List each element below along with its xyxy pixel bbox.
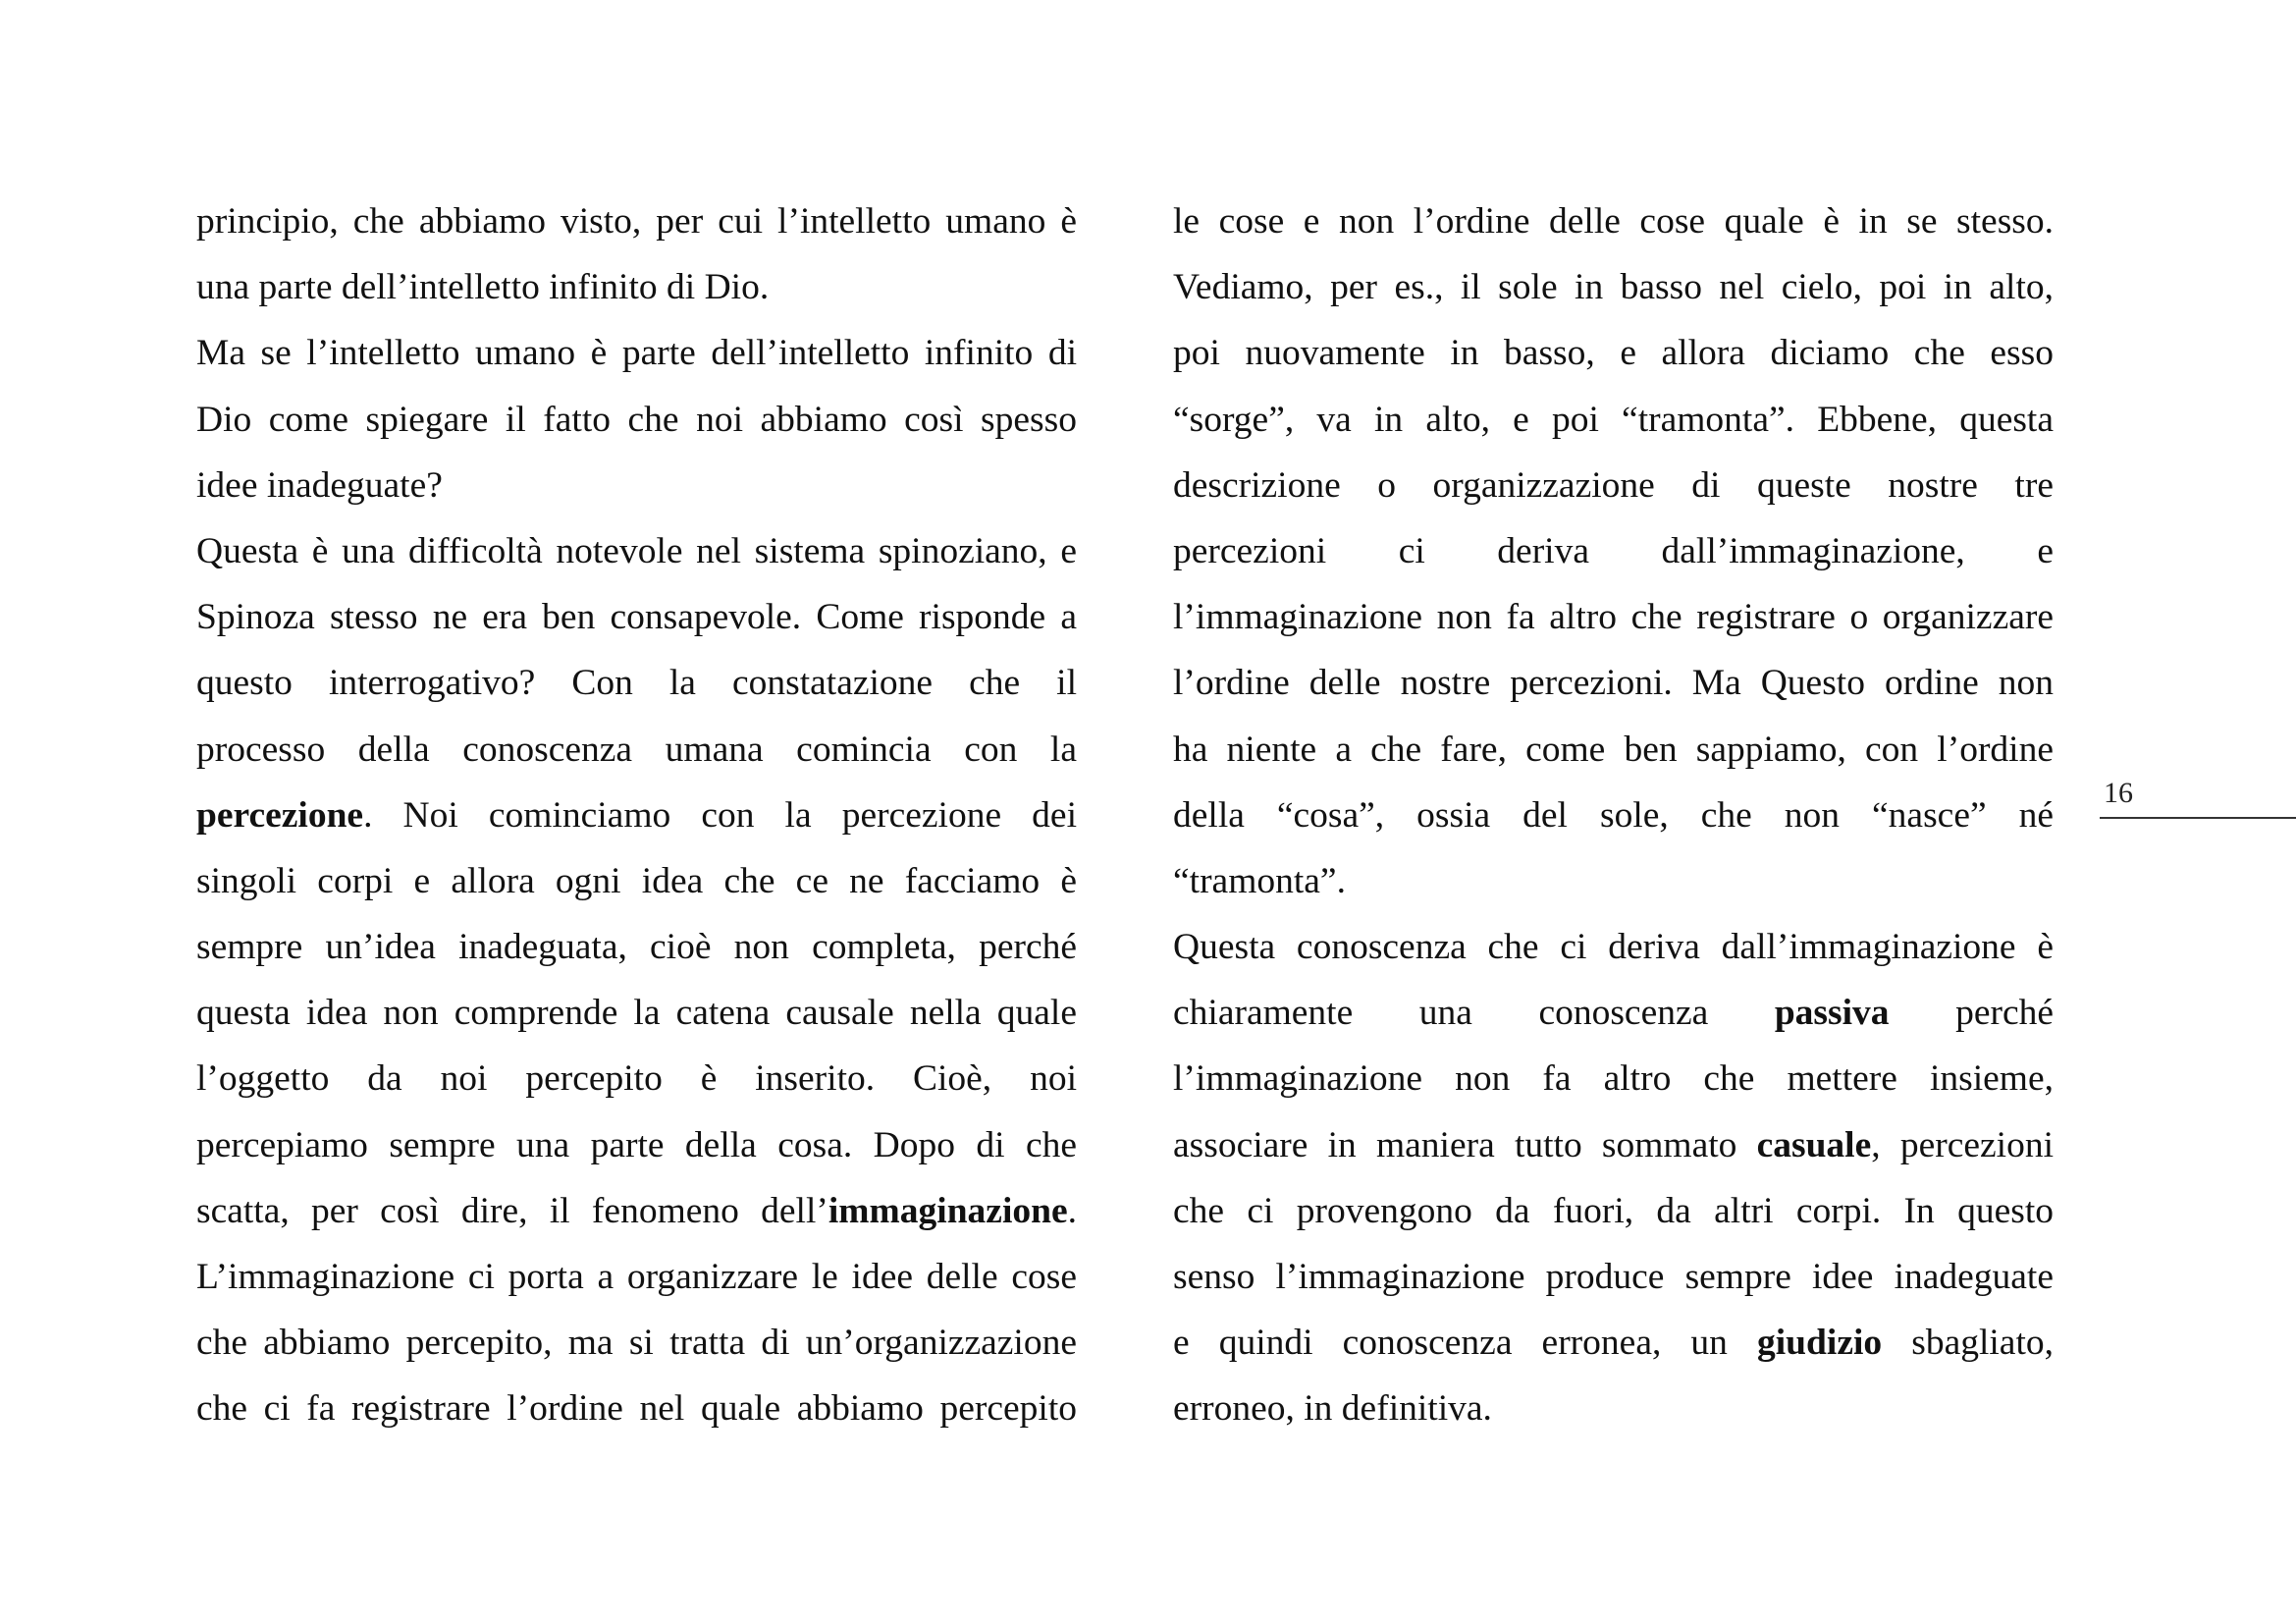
text-segment: una parte dell’intelletto infinito di Dio. [196, 267, 770, 308]
text-segment: descrizione o organizzazione di queste nostre tre [1173, 464, 2054, 506]
text-segment: della “cosa”, ossia del sole, che non “nasce” né [1173, 794, 2054, 836]
bold-term: immaginazione [828, 1190, 1068, 1231]
text-line [196, 1376, 1077, 1441]
text-segment: Dio come spiegare il fatto che noi abbiamo così spesso [196, 399, 1077, 440]
text-segment: ha niente a che fare, come ben sappiamo, con l’ordine [1173, 729, 2054, 770]
text-segment: Vediamo, per es., il sole in basso nel cielo, poi in alto, [1173, 267, 2054, 308]
text-line [196, 1244, 1077, 1310]
text-line [196, 783, 1077, 848]
text-segment: poi nuovamente in basso, e allora diciamo che esso [1173, 333, 2054, 374]
text-line [196, 1112, 1077, 1178]
text-segment: perché [1889, 993, 2054, 1034]
left-text-column [196, 189, 1077, 1442]
text-segment: senso l’immaginazione produce sempre idee inadeguate [1173, 1257, 2054, 1297]
text-segment: , percezioni [1871, 1124, 2054, 1165]
page-number-rule [2100, 817, 2296, 819]
text-line [1173, 320, 2054, 386]
text-line [1173, 1112, 2054, 1178]
text-line [196, 518, 1077, 584]
text-segment: che ci provengono da fuori, da altri corpi. In questo [1173, 1190, 2054, 1231]
text-line [1173, 189, 2054, 254]
text-line [196, 584, 1077, 650]
text-segment: . Noi cominciamo con la percezione dei [363, 794, 1077, 836]
text-line [1173, 584, 2054, 650]
text-line [196, 320, 1077, 386]
bold-term: passiva [1774, 993, 1890, 1034]
text-segment: l’immaginazione non fa altro che mettere insieme, [1173, 1058, 2054, 1100]
text-segment: che abbiamo percepito, ma si tratta di un’organizzazione [196, 1323, 1077, 1364]
text-line [196, 1310, 1077, 1376]
text-line [1173, 914, 2054, 980]
text-line [196, 453, 1077, 518]
text-segment: le cose e non l’ordine delle cose quale è in se stesso. [1173, 201, 2054, 242]
text-line [196, 1178, 1077, 1244]
text-line [1173, 717, 2054, 783]
bold-term: casuale [1756, 1124, 1872, 1165]
text-line [1173, 1046, 2054, 1111]
text-segment: . [1067, 1190, 1077, 1231]
text-segment: “tramonta”. [1173, 860, 1346, 901]
right-text-column [1173, 189, 2054, 1442]
text-line [1173, 254, 2054, 320]
text-line [1173, 1376, 2054, 1441]
text-segment: associare in maniera tutto sommato [1173, 1124, 1757, 1165]
text-line [196, 980, 1077, 1046]
text-segment: questa idea non comprende la catena causale nella quale [196, 993, 1077, 1034]
text-line [1173, 650, 2054, 716]
text-segment: sbagliato, [1882, 1323, 2054, 1364]
text-line [196, 254, 1077, 320]
text-line [1173, 783, 2054, 848]
text-segment: “sorge”, va in alto, e poi “tramonta”. Ebbene, questa [1173, 399, 2054, 440]
text-line [1173, 1244, 2054, 1310]
text-segment: processo della conoscenza umana comincia con la [196, 729, 1077, 770]
text-segment: erroneo, in definitiva. [1173, 1388, 1492, 1430]
text-line [1173, 1310, 2054, 1376]
text-line [196, 387, 1077, 453]
text-line [196, 914, 1077, 980]
text-segment: Ma se l’intelletto umano è parte dell’intelletto infinito di [196, 333, 1077, 374]
text-segment: sempre un’idea inadeguata, cioè non completa, perché [196, 927, 1077, 968]
text-line [1173, 848, 2054, 914]
text-line [1173, 453, 2054, 518]
text-line [196, 189, 1077, 254]
text-segment: principio, che abbiamo visto, per cui l’intelletto umano è [196, 201, 1077, 242]
page-number: 16 [2104, 777, 2133, 809]
bold-term: giudizio [1757, 1323, 1883, 1364]
text-segment: idee inadeguate? [196, 464, 443, 506]
bold-term: percezione [196, 794, 364, 836]
text-segment: scatta, per così dire, il fenomeno dell’ [196, 1190, 828, 1231]
text-segment: singoli corpi e allora ogni idea che ce ne facciamo è [196, 860, 1077, 901]
text-segment: Questa conoscenza che ci deriva dall’immaginazione è [1173, 927, 2054, 968]
text-line [1173, 980, 2054, 1046]
text-segment: chiaramente una conoscenza [1173, 993, 1775, 1034]
text-segment: percepiamo sempre una parte della cosa. Dopo di che [196, 1124, 1077, 1165]
text-line [196, 1046, 1077, 1111]
text-segment: L’immaginazione ci porta a organizzare le idee delle cose [196, 1257, 1077, 1297]
text-line [1173, 518, 2054, 584]
text-line [1173, 1178, 2054, 1244]
text-segment: che ci fa registrare l’ordine nel quale abbiamo percepito [196, 1388, 1077, 1430]
text-segment: Spinoza stesso ne era ben consapevole. Come risponde a [196, 597, 1077, 638]
text-segment: percezioni ci deriva dall’immaginazione, e [1173, 530, 2054, 571]
text-line [196, 650, 1077, 716]
text-segment: e quindi conoscenza erronea, un [1173, 1323, 1758, 1364]
text-segment: l’ordine delle nostre percezioni. Ma Questo ordine non [1173, 663, 2054, 704]
text-line [1173, 387, 2054, 453]
text-segment: Questa è una difficoltà notevole nel sistema spinoziano, e [196, 530, 1077, 571]
text-segment: questo interrogativo? Con la constatazione che il [196, 663, 1077, 704]
text-segment: l’immaginazione non fa altro che registrare o organizzare [1173, 597, 2054, 638]
text-line [196, 717, 1077, 783]
text-segment: l’oggetto da noi percepito è inserito. Cioè, noi [196, 1058, 1077, 1100]
text-line [196, 848, 1077, 914]
